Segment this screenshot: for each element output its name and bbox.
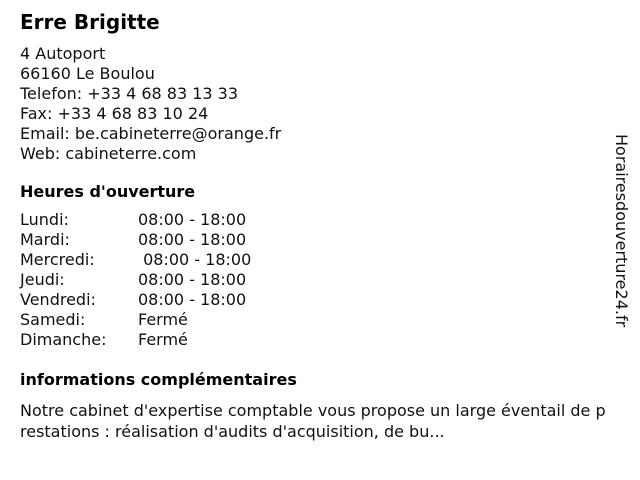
hours-day: Lundi: — [20, 210, 69, 229]
business-card — [20, 8, 610, 442]
hours-day: Samedi: — [20, 310, 86, 329]
hours-day: Mercredi: — [20, 250, 95, 269]
watermark-text: Horairesdouverture24.fr — [612, 134, 631, 328]
watermark — [608, 134, 634, 374]
hours-time: 08:00 - 18:00 — [138, 270, 247, 289]
hours-day: Mardi: — [20, 230, 70, 249]
phone-line: Telefon: +33 4 68 83 13 33 — [20, 84, 239, 103]
hours-time: Fermé — [138, 330, 188, 349]
hours-row-tuesday — [20, 230, 610, 250]
hours-time: 08:00 - 18:00 — [138, 210, 247, 229]
hours-day: Dimanche: — [20, 330, 107, 349]
address-line-city: 66160 Le Boulou — [20, 64, 155, 83]
additional-info-text: Notre cabinet d'expertise comptable vous propose un large éventail de prestations : réalisation d'audits d'acquisition, de bu... — [20, 401, 606, 441]
email-line: Email: be.cabineterre@orange.fr — [20, 124, 282, 143]
hours-row-saturday — [20, 310, 610, 330]
opening-hours-list — [20, 210, 610, 350]
hours-time: 08:00 - 18:00 — [138, 250, 252, 269]
hours-day: Jeudi: — [20, 270, 65, 289]
hours-row-friday — [20, 290, 610, 310]
hours-time: 08:00 - 18:00 — [138, 230, 247, 249]
hours-row-monday — [20, 210, 610, 230]
address-line-street: 4 Autoport — [20, 44, 106, 63]
opening-hours-heading: Heures d'ouverture — [20, 182, 196, 201]
hours-row-wednesday — [20, 250, 610, 270]
additional-info-heading: informations complémentaires — [20, 370, 297, 389]
business-name: Erre Brigitte — [20, 10, 160, 34]
hours-day: Vendredi: — [20, 290, 96, 309]
hours-time: 08:00 - 18:00 — [138, 290, 247, 309]
fax-line: Fax: +33 4 68 83 10 24 — [20, 104, 209, 123]
hours-time: Fermé — [138, 310, 188, 329]
hours-row-sunday — [20, 330, 610, 350]
web-line: Web: cabineterre.com — [20, 144, 197, 163]
hours-row-thursday — [20, 270, 610, 290]
